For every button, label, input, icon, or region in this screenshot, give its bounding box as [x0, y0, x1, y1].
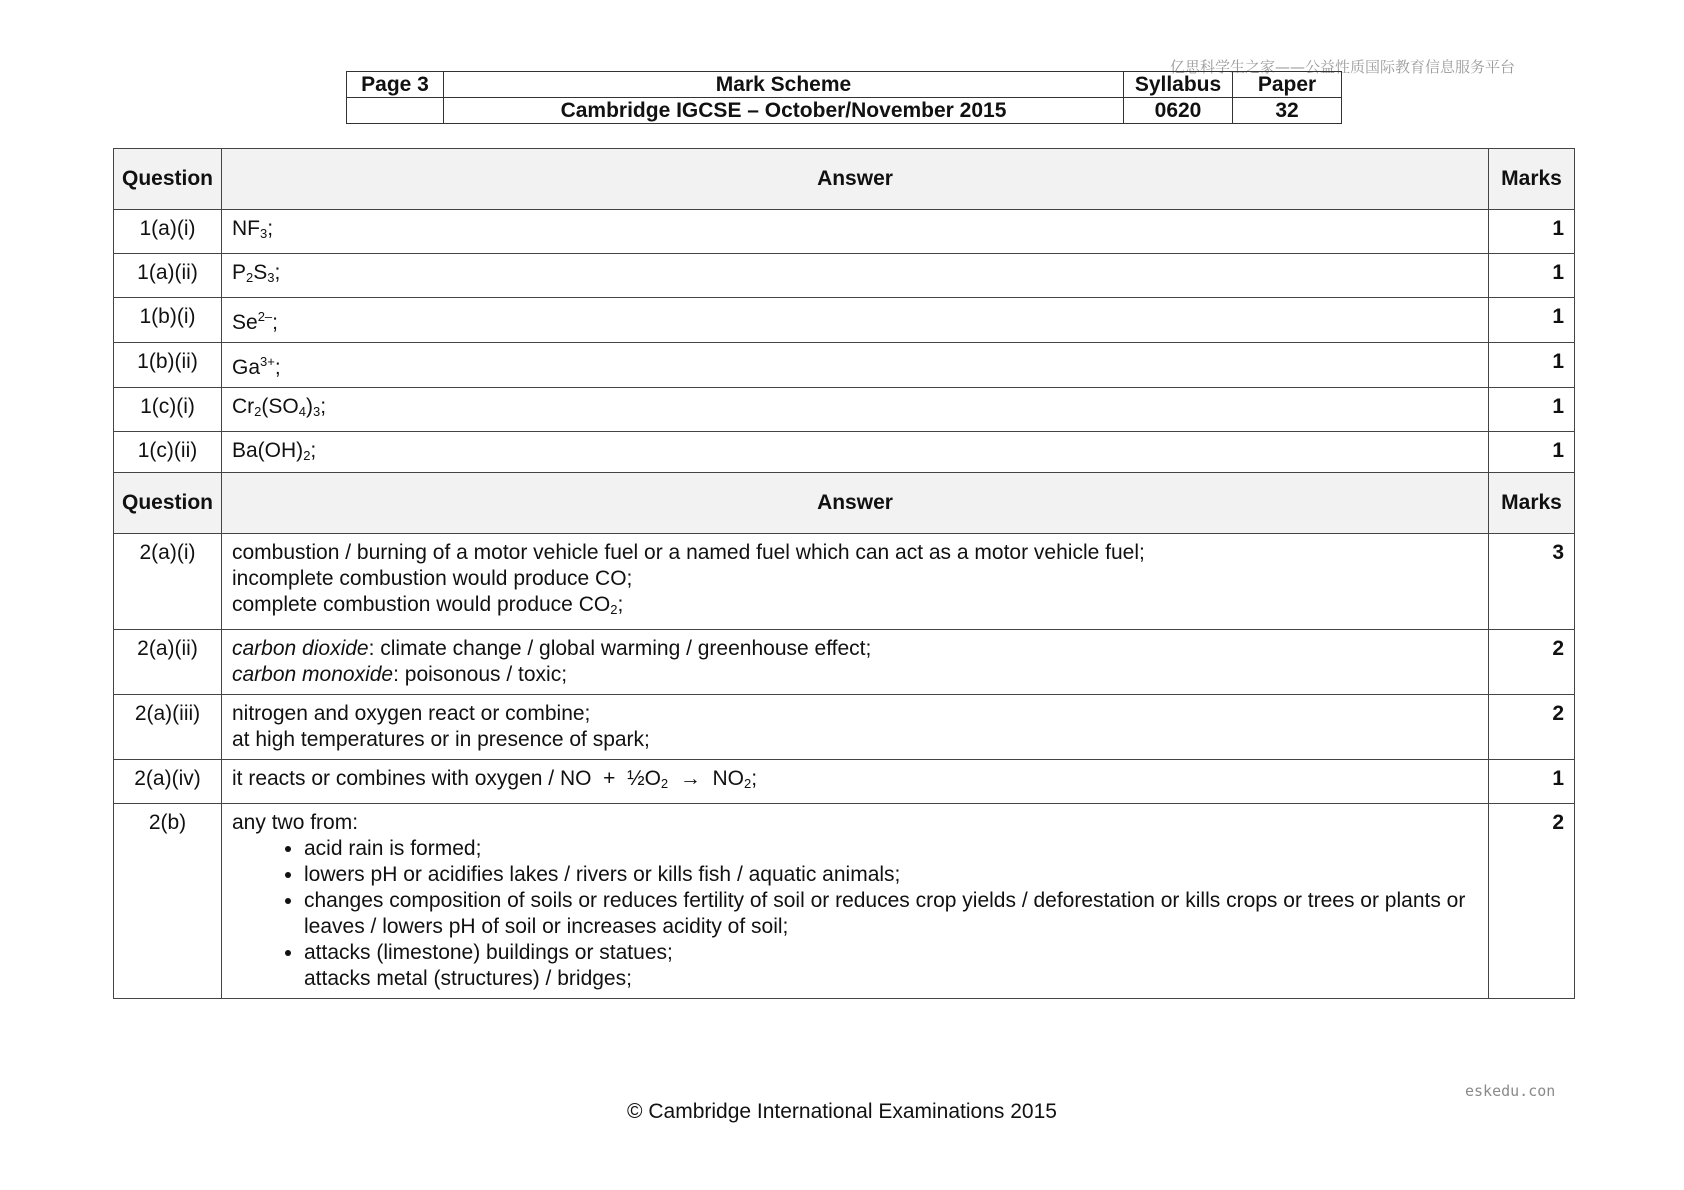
page-number: Page 3 — [347, 72, 444, 98]
marks-header: Marks — [1489, 473, 1575, 534]
watermark-bottom: eskedu.con — [1465, 1082, 1556, 1100]
question-cell: 1(b)(ii) — [114, 343, 222, 388]
table-row — [114, 254, 1575, 298]
answer-cell: carbon dioxide: climate change / global warming / greenhouse effect; carbon monoxide: poisonous / toxic; — [222, 630, 1489, 695]
table-row — [114, 432, 1575, 476]
marks-cell: 1 — [1489, 254, 1575, 298]
list-item: • acid rain is formed; — [304, 836, 1478, 862]
doc-title: Mark Scheme — [444, 72, 1124, 98]
watermark-top: 亿思科学生之家——公益性质国际教育信息服务平台 — [1170, 58, 1516, 76]
syllabus-label: Syllabus — [1124, 72, 1233, 98]
question-cell: 1(a)(ii) — [114, 254, 222, 298]
list-item: • changes composition of soils or reduces fertility of soil or reduces crop yields / deforestation or kills crops or trees or plants or leaves / lowers pH of soil or increases acidity of soil; — [304, 888, 1478, 940]
question-cell: 2(a)(iii) — [114, 695, 222, 760]
paper-number: 32 — [1233, 98, 1342, 124]
table-row — [114, 210, 1575, 254]
marks-cell: 2 — [1489, 804, 1575, 999]
answer-cell: $P_2S_3$; — [222, 254, 1489, 298]
table-header-row — [114, 149, 1575, 210]
answer-cell: combustion / burning of a motor vehicle fuel or a named fuel which can act as a motor vehicle fuel; incomplete combustion would produce CO; complete combustion would produce $CO_2$; — [222, 534, 1489, 630]
answer-cell: it reacts or combines with oxygen / NO + $\frac{1}{2}O_2 \to NO_2$; — [222, 760, 1489, 804]
table-row — [114, 760, 1575, 804]
answer-header: Answer — [222, 473, 1489, 534]
answer-cell — [222, 804, 1489, 999]
answer-cell: $NF_3$; — [222, 210, 1489, 254]
question-header: Question — [114, 149, 222, 210]
table-row — [114, 343, 1575, 388]
syllabus-code: 0620 — [1124, 98, 1233, 124]
question-cell: 2(a)(iv) — [114, 760, 222, 804]
table-row — [114, 534, 1575, 630]
marks-cell: 3 — [1489, 534, 1575, 630]
marks-cell: 2 — [1489, 630, 1575, 695]
answer-cell: $Se^{2-}$; — [222, 298, 1489, 343]
question-cell: 1(b)(i) — [114, 298, 222, 343]
marks-cell: 1 — [1489, 298, 1575, 343]
header-empty-cell — [347, 98, 444, 124]
answer-cell: $Ba(OH)_2$; — [222, 432, 1489, 476]
marks-cell: 1 — [1489, 388, 1575, 432]
question-header: Question — [114, 473, 222, 534]
mark-table-1 — [113, 148, 1575, 476]
table-row — [114, 388, 1575, 432]
table-row — [114, 695, 1575, 760]
question-cell: 2(a)(ii) — [114, 630, 222, 695]
exam-session: Cambridge IGCSE – October/November 2015 — [444, 98, 1124, 124]
marks-cell: 1 — [1489, 210, 1575, 254]
marks-cell: 1 — [1489, 432, 1575, 476]
marks-cell: 1 — [1489, 760, 1575, 804]
header-table — [346, 71, 1342, 124]
answer-bullet-list — [232, 836, 1478, 992]
table-row — [114, 804, 1575, 999]
table-row — [114, 298, 1575, 343]
answer-cell: $Ga^{3+}$; — [222, 343, 1489, 388]
mark-table-2 — [113, 472, 1575, 999]
answer-cell: nitrogen and oxygen react or combine; at high temperatures or in presence of spark; — [222, 695, 1489, 760]
list-item: • attacks (limestone) buildings or statues; attacks metal (structures) / bridges; — [304, 940, 1478, 992]
question-cell: 1(a)(i) — [114, 210, 222, 254]
marks-header: Marks — [1489, 149, 1575, 210]
paper-label: Paper — [1233, 72, 1342, 98]
list-item: • lowers pH or acidifies lakes / rivers or kills fish / aquatic animals; — [304, 862, 1478, 888]
table-header-row — [114, 473, 1575, 534]
marks-cell: 1 — [1489, 343, 1575, 388]
answer-header: Answer — [222, 149, 1489, 210]
copyright-footer: © Cambridge International Examinations 2015 — [627, 1100, 1057, 1123]
question-cell: 2(a)(i) — [114, 534, 222, 630]
table-row — [114, 630, 1575, 695]
question-cell: 1(c)(i) — [114, 388, 222, 432]
answer-intro: any two from: — [232, 811, 359, 834]
question-cell: 2(b) — [114, 804, 222, 999]
answer-cell: $Cr_2(SO_4)_3$; — [222, 388, 1489, 432]
question-cell: 1(c)(ii) — [114, 432, 222, 476]
marks-cell: 2 — [1489, 695, 1575, 760]
